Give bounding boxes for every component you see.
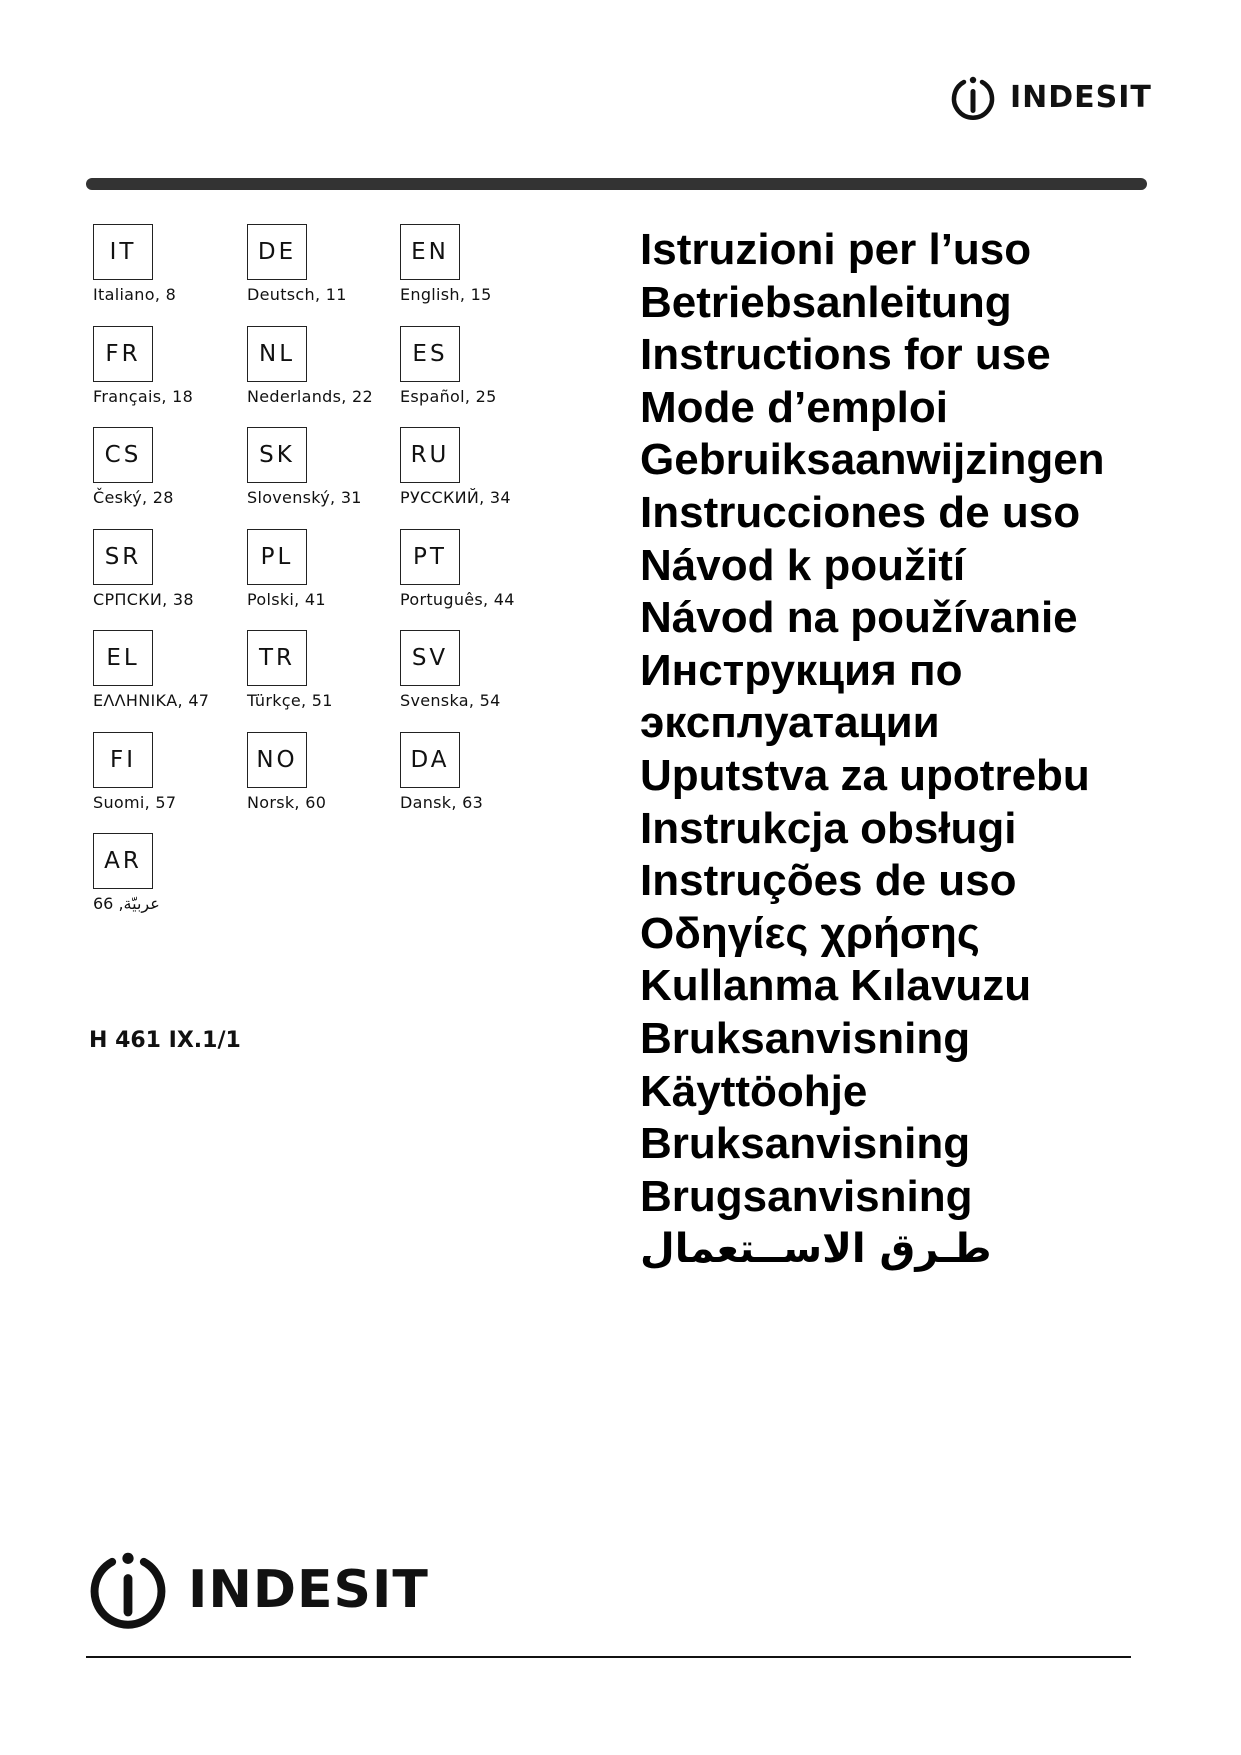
language-label: Español, 25 [400, 387, 497, 406]
language-label: عربيّة, 66 [93, 894, 160, 913]
language-item-fr[interactable] [93, 326, 243, 406]
title-no: Bruksanvisning [640, 1119, 971, 1169]
language-label: РУССКИЙ, 34 [400, 488, 511, 507]
language-label: Türkçe, 51 [247, 691, 333, 710]
language-item-en[interactable] [400, 224, 550, 304]
title-sk: Návod na používanie [640, 593, 1078, 643]
language-label: Suomi, 57 [93, 793, 177, 812]
title-nl: Gebruiksaanwijzingen [640, 435, 1105, 485]
header-divider-bar [86, 178, 1147, 190]
title-cs: Návod k použití [640, 540, 966, 590]
title-sv: Bruksanvisning [640, 1013, 971, 1063]
language-code-box: EN [400, 224, 460, 280]
language-item-pt[interactable] [400, 529, 550, 609]
language-item-es[interactable] [400, 326, 550, 406]
language-item-da[interactable] [400, 732, 550, 812]
language-item-fi[interactable] [93, 732, 243, 812]
title-de: Betriebsanleitung [640, 277, 1012, 327]
language-item-el[interactable] [93, 630, 243, 710]
power-i-icon [950, 73, 996, 123]
language-label: СРПСКИ, 38 [93, 590, 194, 609]
language-code-box: NL [247, 326, 307, 382]
language-item-ar[interactable] [93, 833, 243, 913]
language-code-box: CS [93, 427, 153, 483]
language-label: Nederlands, 22 [247, 387, 374, 406]
title-fi: Käyttöohje [640, 1066, 868, 1116]
title-es: Instrucciones de uso [640, 487, 1081, 537]
language-item-pl[interactable] [247, 529, 397, 609]
language-label: ΕΛΛΗΝΙΚΑ, 47 [93, 691, 210, 710]
language-item-sv[interactable] [400, 630, 550, 710]
title-it: Istruzioni per l’uso [640, 225, 1032, 274]
title-pl: Instrukcja obsługi [640, 803, 1017, 853]
language-code-box: NO [247, 732, 307, 788]
model-number: H 461 IX.1/1 [89, 1028, 241, 1053]
title-en: Instructions for use [640, 330, 1051, 380]
title-da: Brugsanvisning [640, 1171, 973, 1221]
language-item-sr[interactable] [93, 529, 243, 609]
language-label: Dansk, 63 [400, 793, 484, 812]
language-label: Italiano, 8 [93, 285, 177, 304]
title-sr: Uputstva za upotrebu [640, 750, 1090, 800]
language-code-box: PT [400, 529, 460, 585]
language-code-box: DA [400, 732, 460, 788]
power-i-icon [86, 1546, 170, 1634]
title-el: Οδηγίες χρήσης [640, 908, 980, 958]
language-item-cs[interactable] [93, 427, 243, 507]
title-ar: طـرق الاســتعمال [640, 1226, 992, 1273]
indesit-logo-bottom [86, 1546, 429, 1634]
title-pt: Instruções de uso [640, 856, 1017, 906]
language-label: Svenska, 54 [400, 691, 501, 710]
language-label: English, 15 [400, 285, 492, 304]
language-item-it[interactable] [93, 224, 243, 304]
manual-titles [640, 224, 1200, 1276]
language-item-ru[interactable] [400, 427, 550, 507]
indesit-logo-top [950, 73, 1152, 123]
language-code-box: SK [247, 427, 307, 483]
title-fr: Mode d’emploi [640, 382, 948, 432]
language-label: Slovenský, 31 [247, 488, 362, 507]
language-label: Deutsch, 11 [247, 285, 347, 304]
brand-wordmark: INDESIT [1010, 80, 1152, 115]
language-item-tr[interactable] [247, 630, 397, 710]
title-ru-line1: Инструкция по [640, 645, 963, 695]
language-label: Polski, 41 [247, 590, 326, 609]
language-code-box: SR [93, 529, 153, 585]
language-code-box: TR [247, 630, 307, 686]
language-item-nl[interactable] [247, 326, 397, 406]
language-label: Norsk, 60 [247, 793, 327, 812]
language-label: Český, 28 [93, 488, 174, 507]
language-code-box: DE [247, 224, 307, 280]
title-tr: Kullanma Kılavuzu [640, 961, 1032, 1011]
language-code-box: FR [93, 326, 153, 382]
brand-wordmark: INDESIT [188, 1560, 429, 1620]
language-label: Português, 44 [400, 590, 515, 609]
language-item-de[interactable] [247, 224, 397, 304]
language-item-sk[interactable] [247, 427, 397, 507]
language-code-box: PL [247, 529, 307, 585]
title-ru-line2: эксплуатации [640, 698, 940, 748]
language-label: Français, 18 [93, 387, 194, 406]
language-code-box: ES [400, 326, 460, 382]
footer-divider-line [86, 1656, 1131, 1658]
language-code-box: EL [93, 630, 153, 686]
language-code-box: SV [400, 630, 460, 686]
language-code-box: AR [93, 833, 153, 889]
language-code-box: FI [93, 732, 153, 788]
language-code-box: RU [400, 427, 460, 483]
language-code-box: IT [93, 224, 153, 280]
language-item-no[interactable] [247, 732, 397, 812]
